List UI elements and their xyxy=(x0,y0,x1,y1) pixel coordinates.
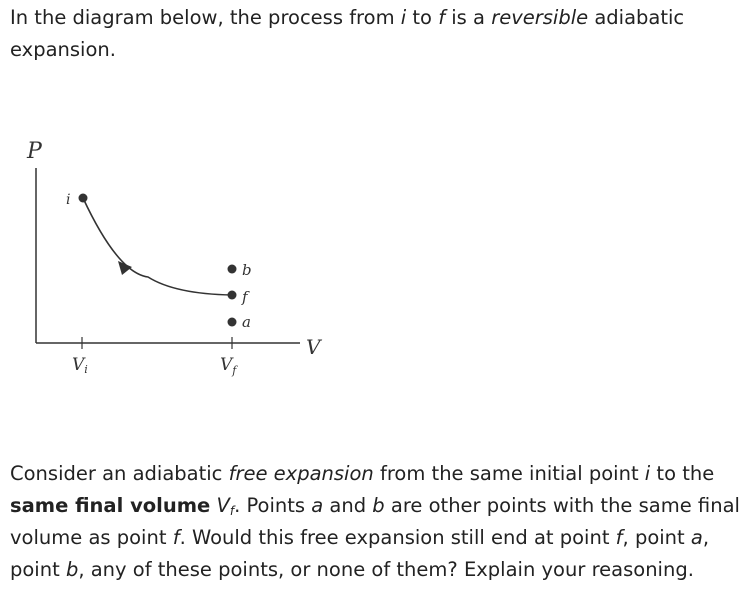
point-a-label: a xyxy=(242,313,251,331)
question-text: volume as point xyxy=(10,526,173,549)
question-emph: b xyxy=(372,494,385,517)
question-text: . Points xyxy=(234,494,312,517)
question-text: , xyxy=(702,526,710,549)
question-emph: free expansion xyxy=(228,462,374,485)
intro-text: In the diagram below, the process from xyxy=(10,6,401,29)
question-text: point xyxy=(10,558,66,581)
intro-paragraph xyxy=(10,2,685,66)
question-emph: f xyxy=(172,526,180,549)
point-b-label: b xyxy=(242,261,252,279)
pv-diagram xyxy=(20,130,340,375)
intro-point-i: i xyxy=(400,6,407,29)
intro-point-f: f xyxy=(438,6,446,29)
question-emph: f xyxy=(615,526,623,549)
question-text: . Would this free expansion still end at point xyxy=(179,526,616,549)
question-emph: a xyxy=(311,494,324,517)
point-a xyxy=(228,318,237,327)
question-text: , point xyxy=(622,526,691,549)
question-text: Consider an adiabatic xyxy=(10,462,229,485)
point-b xyxy=(228,265,237,274)
adiabatic-curve xyxy=(83,198,232,295)
point-f-label: f xyxy=(242,288,248,306)
tick-label-vf: $V_f$ xyxy=(220,355,237,377)
y-axis-label: P xyxy=(27,139,42,164)
question-subscript: f xyxy=(229,504,235,518)
question-emph: b xyxy=(65,558,79,581)
question-text: and xyxy=(323,494,373,517)
question-text: from the same initial point xyxy=(373,462,645,485)
direction-arrow-icon xyxy=(118,261,132,275)
question-paragraph xyxy=(10,458,740,586)
intro-text: expansion. xyxy=(10,38,116,61)
question-emph: V xyxy=(210,494,230,517)
intro-text: adiabatic xyxy=(588,6,685,29)
point-f xyxy=(228,291,237,300)
point-i xyxy=(79,194,88,203)
question-emph: a xyxy=(690,526,703,549)
question-text: to the xyxy=(650,462,715,485)
question-text: are other points with the same final xyxy=(384,494,740,517)
x-axis-label: V xyxy=(306,335,321,359)
intro-reversible: reversible xyxy=(491,6,589,29)
question-emph: i xyxy=(644,462,651,485)
question-text: , any of these points, or none of them? Explain your reasoning. xyxy=(78,558,694,581)
question-bold: same final volume xyxy=(10,494,211,517)
point-i-label: i xyxy=(66,192,71,208)
intro-text: to xyxy=(406,6,439,29)
tick-label-vi: Vi xyxy=(72,355,88,376)
intro-text: is a xyxy=(445,6,492,29)
